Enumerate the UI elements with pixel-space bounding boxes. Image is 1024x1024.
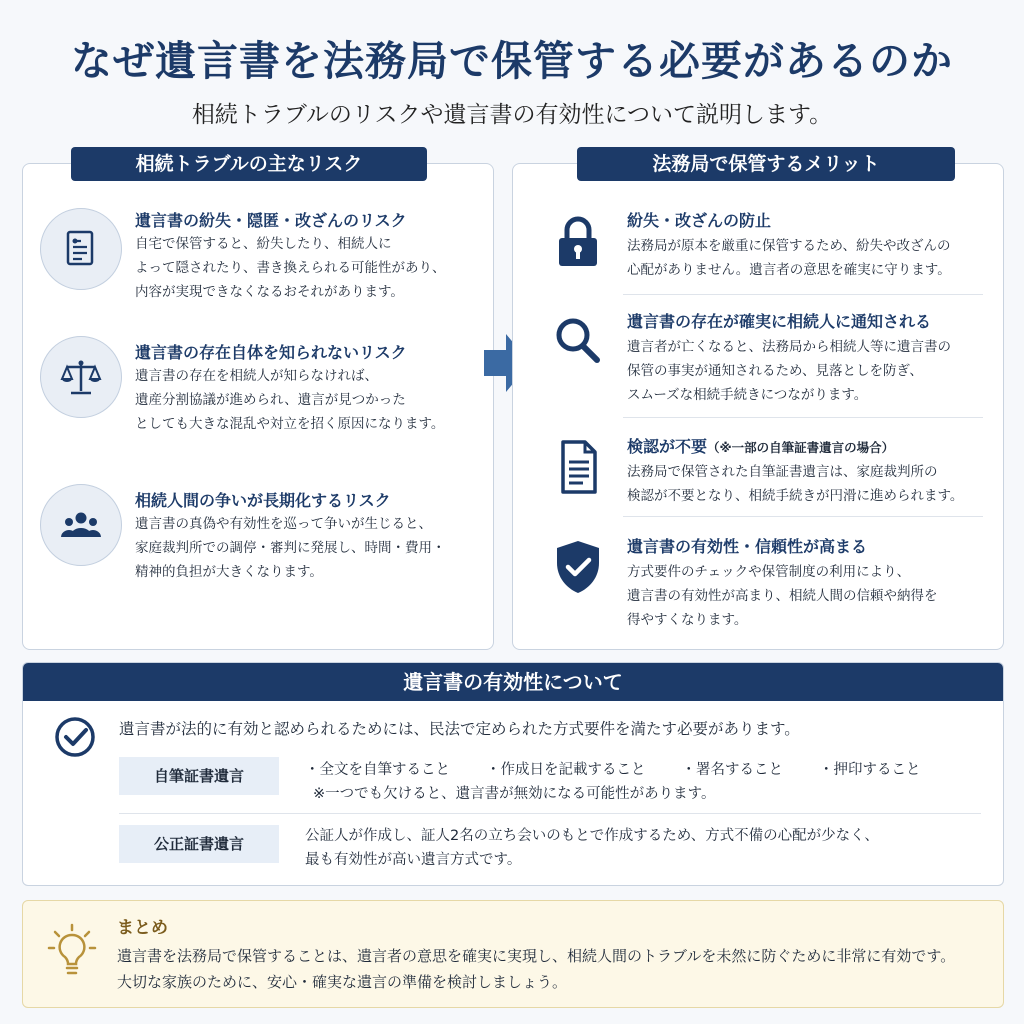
kosei-label: 公正証書遺言	[119, 825, 279, 863]
risk-title: 遺言書の存在自体を知られないリスク	[135, 343, 407, 362]
divider	[623, 516, 983, 517]
summary-text: 遺言書を法務局で保管することは、遺言者の意思を確実に実現し、相続人間のトラブルを未然に防ぐために非常に有効です。 大切な家族のために、安心・確実な遺言の準備を検討しましょう。	[117, 947, 956, 991]
requirement: ・署名すること	[681, 762, 783, 778]
risk-title: 遺言書の紛失・隠匿・改ざんのリスク	[135, 211, 407, 230]
risk-text: 自宅で保管すると、紛失したり、相続人に よって隠されたり、書き換えられる可能性があり、 内容が実現できなくなるおそれがあります。	[135, 236, 446, 300]
merit-title: 紛失・改ざんの防止	[627, 211, 772, 230]
merits-panel	[512, 153, 1004, 650]
document-lines-icon	[549, 438, 607, 496]
summary-box	[22, 900, 1004, 1008]
shield-check-icon	[549, 538, 607, 596]
jihitsu-label: 自筆証書遺言	[119, 757, 279, 795]
people-icon	[40, 484, 122, 566]
divider	[623, 294, 983, 295]
merits-heading: 法務局で保管するメリット	[577, 147, 955, 181]
validity-heading: 遺言書の有効性について	[23, 663, 1003, 701]
lock-icon	[549, 212, 607, 270]
merit-title: 遺言書の有効性・信頼性が高まる	[627, 537, 868, 556]
merit-text: 遺言者が亡くなると、法務局から相続人等に遺言書の 保管の事実が通知されるため、見落としを防ぎ、 スムーズな相続手続きにつながります。	[627, 339, 951, 403]
page-subtitle: 相続トラブルのリスクや遺言書の有効性について説明します。	[191, 102, 833, 128]
kosei-text: 公証人が作成し、証人2名の立ち会いのもとで作成するため、方式不備の心配が少なく、 最も有効性が高い遺言方式です。	[305, 828, 879, 868]
document-icon	[40, 208, 122, 290]
merit-text: 法務局で保管された自筆証書遺言は、家庭裁判所の 検認が不要となり、相続手続きが円滑に進められます。	[627, 464, 964, 504]
scales-icon	[40, 336, 122, 418]
magnifier-icon	[549, 313, 607, 371]
merit-note: （※一部の自筆証書遺言の場合）	[707, 440, 895, 455]
merit-text: 方式要件のチェックや保管制度の利用により、 遺言書の有効性が高まり、相続人間の信頼や納得を 得やすくなります。	[627, 564, 938, 628]
jihitsu-text	[305, 758, 957, 806]
requirement: ・押印すること	[819, 762, 921, 778]
risk-text: 遺言書の真偽や有効性を巡って争いが生じると、 家庭裁判所での調停・審判に発展し、時間・費用・ 精神的負担が大きくなります。	[135, 516, 446, 580]
divider	[623, 417, 983, 418]
requirement: ・全文を自筆すること	[305, 762, 450, 778]
merit-text: 法務局が原本を厳重に保管するため、紛失や改ざんの 心配がありません。遺言者の意思を確実に守ります。	[627, 238, 951, 278]
check-circle-icon	[53, 715, 97, 759]
validity-intro: 遺言書が法的に有効と認められるためには、民法で定められた方式要件を満たす必要があります。	[119, 720, 800, 738]
divider	[119, 813, 981, 814]
requirement: ・作成日を記載すること	[486, 762, 646, 778]
risk-title: 相続人間の争いが長期化するリスク	[135, 491, 391, 510]
jihitsu-note: ※一つでも欠けると、遺言書が無効になる可能性があります。	[313, 786, 716, 802]
validity-section	[22, 662, 1004, 886]
merit-title: 検認が不要（※一部の自筆証書遺言の場合）	[627, 437, 895, 456]
summary-title: まとめ	[117, 918, 168, 938]
risks-heading: 相続トラブルの主なリスク	[71, 147, 427, 181]
risks-panel	[22, 153, 494, 650]
page-title: なぜ遺言書を法務局で保管する必要があるのか	[71, 37, 953, 85]
merit-title: 遺言書の存在が確実に相続人に通知される	[627, 312, 932, 331]
lightbulb-icon	[47, 923, 97, 981]
risk-text: 遺言書の存在を相続人が知らなければ、 遺産分割協議が進められ、遺言が見つかった としても大きな混乱や対立を招く原因になります。	[135, 368, 445, 432]
